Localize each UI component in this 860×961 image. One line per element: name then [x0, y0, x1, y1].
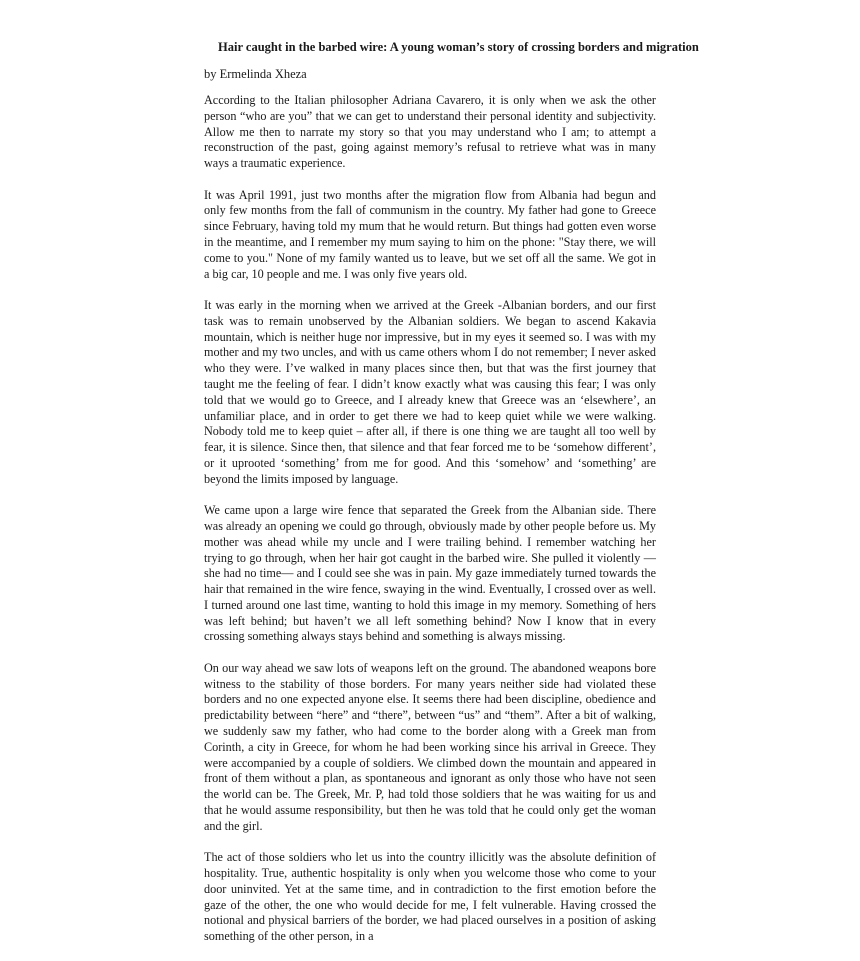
- paragraph-4: We came upon a large wire fence that separated the Greek from the Albanian side. There was already an opening we could go through, obviously made by other people before us. My mother was ahead while my uncle and I were trailing behind. I remember watching her trying to go through, when her hair got caught in the barbed wire. She pulled it violently —she had no time— and I could see she was in pain. My gaze immediately turned towards the hair that remained in the wire fence, swaying in the wind. Eventually, I crossed over as well. I turned around one last time, wanting to hold this image in my memory. Something of hers was left behind; but haven’t we all left something behind? Now I know that in every crossing something always stays behind and something is always missing.: [204, 503, 656, 644]
- paragraph-6: The act of those soldiers who let us into the country illicitly was the absolute definition of hospitality. True, authentic hospitality is only when you welcome those who come to your door uninvited. Yet at the same time, and in contradiction to the first emotion before the gaze of the other, the one who would decide for me, I felt vulnerable. Having crossed the notional and physical barriers of the border, we had placed ourselves in a position of asking something of the other person, in a: [204, 850, 656, 944]
- author-byline: by Ermelinda Xheza: [204, 67, 307, 81]
- document-title: Hair caught in the barbed wire: A young woman’s story of crossing borders and migration: [218, 40, 699, 54]
- paragraph-2: It was April 1991, just two months after the migration flow from Albania had begun and only few months from the fall of communism in the country. My father had gone to Greece since February, having told my mum that he would return. But things had gotten even worse in the meantime, and I remember my mum saying to him on the phone: "Stay there, we will come to you." None of my family wanted us to leave, but we set off all the same. We got in a big car, 10 people and me. I was only five years old.: [204, 187, 656, 281]
- paragraph-3: It was early in the morning when we arrived at the Greek -Albanian borders, and our first task was to remain unobserved by the Albanian soldiers. We began to ascend Kakavia mountain, which is neither huge nor impressive, but in my eyes it seemed so. I was with my mother and my two uncles, and with us came others whom I do not remember; I never asked who they were. I’ve walked in many places since then, but that was the first journey that taught me the feeling of fear. I didn’t know exactly what was causing this fear; I was only told that we would go to Greece, and I already knew that Greece was an ‘elsewhere’, an unfamiliar place, and in order to get there we had to keep quiet while we were walking. Nobody told me to keep quiet – after all, if there is one thing we are taught all too well by fear, it is silence. Since then, that silence and that fear forced me to be ‘somehow different’, or it uprooted ‘something’ from me for good. And this ‘somehow’ and ‘something’ are beyond the limits imposed by language.: [204, 297, 656, 486]
- article-body: [204, 93, 656, 961]
- paragraph-5: On our way ahead we saw lots of weapons left on the ground. The abandoned weapons bore witness to the stability of those borders. For many years neither side had violated these borders and no one expected anyone else. It seems there had been discipline, obedience and predictability between “here” and “there”, between “us” and “them”. After a bit of walking, we suddenly saw my father, who had come to the border along with a Greek man from Corinth, a city in Greece, for whom he had been working since his arrival in Greece. They were accompanied by a couple of soldiers. We climbed down the mountain and appeared in front of them without a plan, as spontaneous and ignorant as only those who have not seen the world can be. The Greek, Mr. P, had told those soldiers that he was waiting for us and that he would assume responsibility, but then he was told that he could only get the woman and the girl.: [204, 660, 656, 833]
- paragraph-1: According to the Italian philosopher Adriana Cavarero, it is only when we ask the other person “who are you” that we can get to understand their personal identity and subjectivity. Allow me then to narrate my story so that you may understand who I am; to attempt a reconstruction of the past, going against memory’s refusal to retrieve what was in many ways a traumatic experience.: [204, 93, 656, 171]
